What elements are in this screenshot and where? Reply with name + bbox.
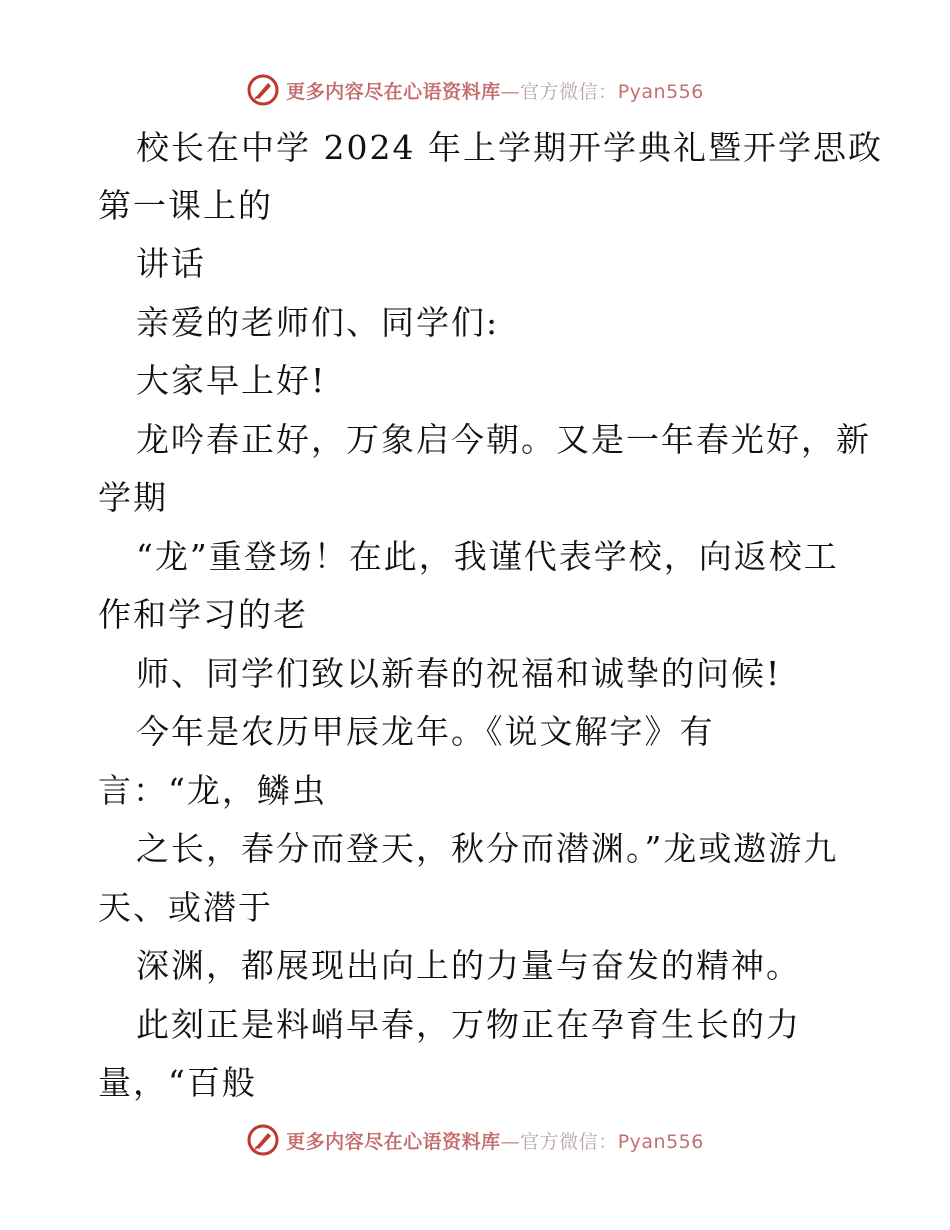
title-line-2: 第一课上的 bbox=[98, 186, 273, 225]
paragraph-line: 此刻正是料峭早春，万物正在孕育生长的力 bbox=[136, 1005, 801, 1044]
watermark-sub: 官方微信： bbox=[520, 1130, 618, 1153]
brush-logo-icon bbox=[246, 1123, 280, 1157]
paragraph-line: 深渊，都展现出向上的力量与奋发的精神。 bbox=[136, 946, 801, 985]
footer-watermark bbox=[0, 1120, 950, 1160]
watermark-id: Pyan556 bbox=[617, 80, 704, 103]
paragraph-line: 量，“百般 bbox=[98, 1063, 257, 1102]
paragraph-line: 作和学习的老 bbox=[98, 595, 308, 634]
paragraph-line: “龙”重登场！在此，我谨代表学校，向返校工 bbox=[136, 537, 839, 576]
title-line-1: 校长在中学 2024 年上学期开学典礼暨开学思政 bbox=[136, 128, 883, 167]
title-line-3: 讲话 bbox=[136, 244, 206, 283]
paragraph-line: 言：“龙，鳞虫 bbox=[98, 771, 327, 810]
watermark-separator: — bbox=[500, 80, 521, 103]
greeting-line: 大家早上好! bbox=[136, 361, 327, 400]
watermark-main: 更多内容尽在心语资料库 bbox=[286, 80, 501, 103]
watermark-text bbox=[286, 1127, 704, 1154]
paragraph-line: 今年是农历甲辰龙年。《说文解字》有 bbox=[136, 712, 715, 751]
paragraph-line: 龙吟春正好，万象启今朝。又是一年春光好，新 bbox=[136, 420, 871, 459]
paragraph-line: 天、或潜于 bbox=[98, 888, 273, 927]
watermark-separator: — bbox=[500, 1130, 521, 1153]
watermark-id: Pyan556 bbox=[617, 1130, 704, 1153]
paragraph-line: 之长，春分而登天，秋分而潜渊。”龙或遨游九 bbox=[136, 829, 839, 868]
paragraph-line: 师、同学们致以新春的祝福和诚挚的问候! bbox=[136, 654, 782, 693]
watermark-main: 更多内容尽在心语资料库 bbox=[286, 1130, 501, 1153]
salutation-line: 亲爱的老师们、同学们: bbox=[136, 303, 500, 342]
watermark-sub: 官方微信： bbox=[520, 80, 618, 103]
paragraph-line: 学期 bbox=[98, 478, 168, 517]
